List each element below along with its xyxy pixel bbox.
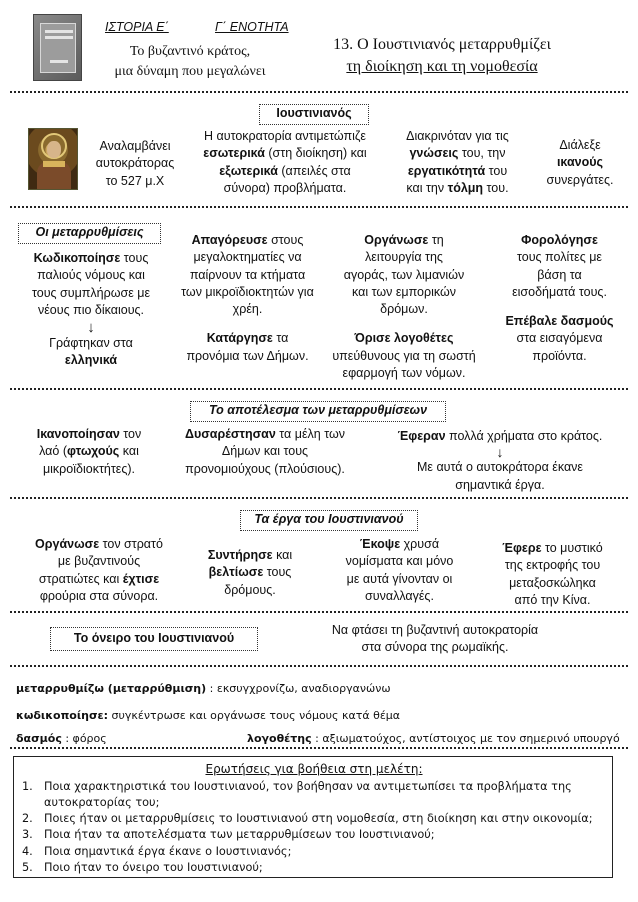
divider: [10, 497, 628, 499]
section-label-results: Το αποτέλεσμα των μεταρρυθμίσεων: [190, 401, 446, 422]
list-item: 3. Ποια ήταν τα αποτελέσματα των μεταρρυθμίσεων του Ιουστινιανού;: [22, 828, 435, 842]
subject-label: ΙΣΤΟΡΙΑ Ε΄: [105, 20, 169, 34]
s3-col1: Ικανοποίησαν τον λαό (φτωχούς και μικροϊδιοκτήτες).: [36, 427, 142, 476]
s1-col2: Η αυτοκρατορία αντιμετώπιζε εσωτερικά (στη διοίκηση) και εξωτερικά (απειλές στα σύνορα) προβλήματα.: [203, 129, 367, 195]
arrow-down-icon: ↓: [87, 319, 95, 336]
questions-list: [22, 779, 607, 876]
divider: [10, 747, 628, 749]
s4-col2: Συντήρησε και βελτίωσε τους δρόμους.: [207, 548, 293, 597]
section-label-justinian: Ιουστινιανός: [259, 104, 369, 125]
s2-col3: Οργάνωσε τη λειτουργία της αγοράς, των λιμανιών και των εμπορικών δρόμων. Όρισε λογοθέτες υπεύθυνους για τη σωστή εφαρμογή των νόμων.: [332, 233, 476, 380]
s2-col4: Φορολόγησε τους πολίτες με βάση τα εισοδήματά τους. Επέβαλε δασμούς στα εισαγόμενα προϊόντα.: [505, 233, 614, 363]
book-cover-icon: [33, 14, 82, 81]
s1-col3: Διακρινόταν για τις γνώσεις του, την εργατικότητά του και την τόλμη του.: [406, 129, 509, 195]
divider: [10, 91, 628, 93]
unit-label: Γ΄ ΕΝΟΤΗΤΑ: [215, 20, 289, 34]
s3-col3: Έφεραν πολλά χρήματα στο κράτος. ↓ Με αυτά ο αυτοκράτορα έκανε σημαντικά έργα.: [372, 428, 628, 494]
divider: [10, 611, 628, 613]
s1-col1: Αναλαμβάνει αυτοκράτορας το 527 μ.Χ: [95, 139, 175, 188]
section-label-dream: Το όνειρο του Ιουστινιανού: [50, 627, 258, 651]
s2-col2: Απαγόρευσε στους μεγαλοκτηματίες να παίρνουν τα κτήματα των μικροϊδιοκτητών για χρέη. Κατάργησε τα προνόμια των Δήμων.: [181, 233, 314, 363]
divider: [10, 388, 628, 390]
list-item: 1. Ποια χαρακτηριστικά του Ιουστινιανού, τον βοήθησαν να αντιμετωπίσει τα προβλήματα της αυτοκρατορίας του;: [22, 780, 572, 810]
list-item: 2. Ποιες ήταν οι μεταρρυθμίσεις το Ιουστινιανού στη νομοθεσία, στη διοίκηση και στην οικονομία;: [22, 812, 593, 826]
glossary-entry: κωδικοποίησε: συγκέντρωσε και οργάνωσε τους νόμους κατά θέμα: [16, 709, 401, 722]
section-label-reforms: Οι μεταρρυθμίσεις: [18, 223, 161, 244]
s4-col1: Οργάνωσε τον στρατό με βυζαντινούς στρατιώτες και έχτισε φρούρια στα σύνορα.: [35, 537, 163, 603]
justinian-mosaic-icon: [28, 128, 78, 190]
glossary-entry: λογοθέτης : αξιωματούχος, αντίστοιχος με τον σημερινό υπουργό: [247, 732, 620, 745]
s2-col1: Κωδικοποίησε τους παλιούς νόμους και τους συμπλήρωσε με νέους πιο δίκαιους. ↓ Γράφτηκαν στα ελληνικά: [14, 250, 168, 370]
s3-col2: Δυσαρέστησαν τα μέλη των Δήμων και τους προνομιούχους (πλούσιους).: [185, 427, 345, 476]
study-questions-box: [13, 756, 613, 878]
questions-title: Ερωτήσεις για βοήθεια στη μελέτη:: [205, 762, 423, 776]
divider: [10, 206, 628, 208]
s5-text: Να φτάσει τη βυζαντινή αυτοκρατορία στα σύνορα της ρωμαϊκής.: [331, 623, 539, 655]
divider: [10, 665, 628, 667]
glossary-entry: μεταρρυθμίζω (μεταρρύθμιση) : εκσυγχρονίζω, αναδιοργανώνω: [16, 682, 391, 695]
s1-col4: Διάλεξε ικανούς συνεργάτες.: [546, 138, 614, 187]
s4-col4: Έφερε το μυστικό της εκτροφής του μεταξοσκώληκα από την Κίνα.: [502, 541, 603, 607]
list-item: 4. Ποια σημαντικά έργα έκανε ο Ιουστινιανός;: [22, 844, 292, 858]
s4-col3: Έκοψε χρυσά νομίσματα και μόνο με αυτά γίνονταν οι συναλλαγές.: [345, 537, 454, 603]
glossary-entry: δασμός : φόρος: [16, 732, 107, 745]
section-label-works: Τα έργα του Ιουστινιανού: [240, 510, 418, 531]
lesson-title: 13. Ο Ιουστινιανός μεταρρυθμίζει τη διοίκηση και τη νομοθεσία: [333, 36, 551, 75]
arrow-down-icon: ↓: [496, 444, 504, 461]
list-item: 5. Ποιο ήταν το όνειρο του Ιουστινιανού;: [22, 860, 263, 874]
unit-subtitle: Το βυζαντινό κράτος, μια δύναμη που μεγαλώνει: [114, 44, 266, 79]
